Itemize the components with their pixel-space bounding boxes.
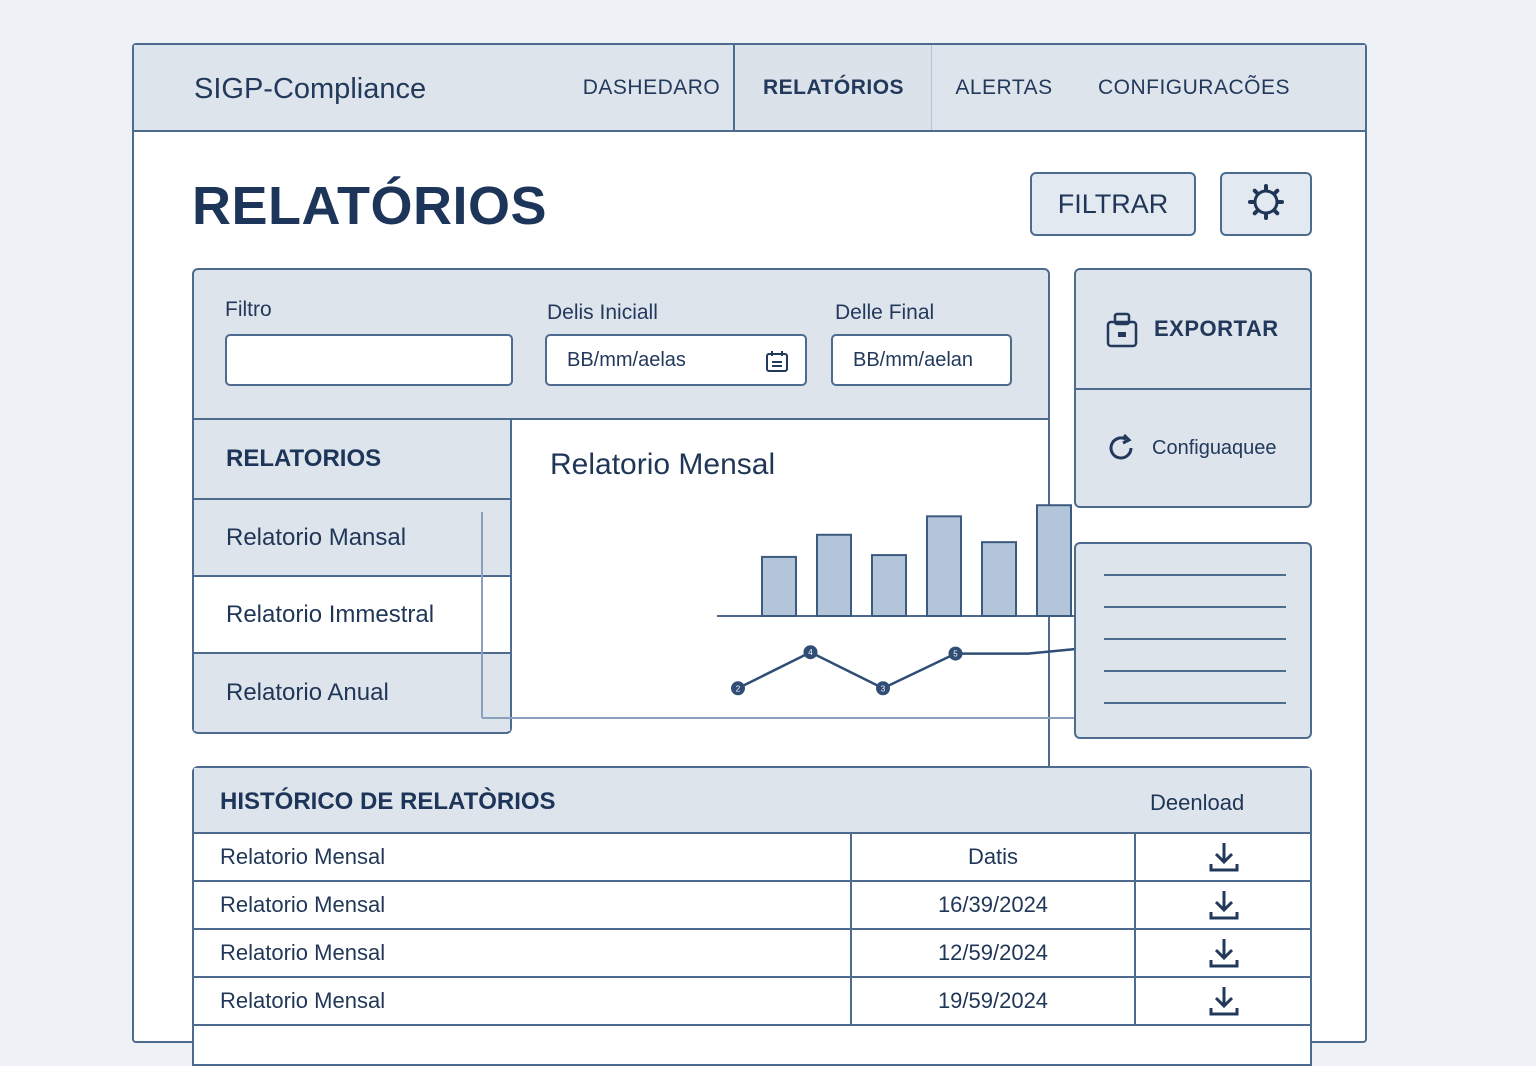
export-icon [1106,310,1138,348]
report-name-cell: Relatorio Mensal [220,892,386,917]
list-item-mensal[interactable]: Relatorio Mansal [194,500,510,577]
download-cell [1134,930,1312,976]
bar-6 [1037,505,1071,616]
settings-button[interactable] [1220,172,1312,236]
bar-3 [872,555,906,616]
calendar-icon[interactable] [765,349,789,373]
notes-panel [1074,542,1312,739]
monthly-chart [512,420,1048,780]
download-icon[interactable] [1207,840,1241,874]
nav-relatorios[interactable]: RELATÓRIOS [736,45,932,130]
side-actions [1074,268,1312,508]
app-title: SIGP-Compliance [194,73,427,105]
data-inicial-value: BB/mm/aelas [567,348,686,371]
report-name-cell: Relatorio Mensal [220,988,386,1013]
download-icon[interactable] [1207,936,1241,970]
nav-dashboard[interactable]: DASHEDARO [570,45,735,130]
table-row [194,834,1310,882]
filtro-label: Filtro [225,298,272,321]
data-inicial-label: Delis Iniciall [547,301,658,324]
line-series [738,647,1101,689]
bar-1 [762,557,796,616]
chart-title: Relatorio Mensal [550,448,776,481]
nav-configuracoes[interactable]: CONFIGURACÕES [1097,75,1290,99]
bar-2 [817,535,851,616]
line-point-label-1: 2 [735,684,741,694]
data-final-label: Delle Final [835,301,935,324]
list-item-trimestral[interactable]: Relatorio Immestral [194,577,510,654]
report-date-cell: 19/59/2024 [850,978,1134,1024]
config-button[interactable] [1076,390,1310,506]
top-nav [134,45,1365,132]
refresh-icon [1106,433,1136,463]
app-window [132,43,1367,1043]
report-name-cell: Relatorio Mensal [220,844,386,869]
filter-panel [192,268,1050,420]
config-label: Configuaquee [1152,436,1277,459]
download-cell [1134,882,1312,928]
line-point-label-2: 4 [808,648,813,658]
line-point-label-3: 3 [880,684,886,694]
history-title: HISTÓRICO DE RELATÒRIOS [220,788,556,815]
nav-alertas[interactable]: ALERTAS [955,75,1053,99]
text-line [1104,702,1286,704]
history-table [192,766,1312,1066]
chart-area [512,420,1050,780]
text-line [1104,670,1286,672]
data-inicial-input[interactable] [545,334,807,386]
line-point-label-4: 5 [953,649,958,659]
report-date-cell: 12/59/2024 [850,930,1134,976]
data-final-input[interactable]: BB/mm/aelan [831,334,1012,386]
text-line [1104,574,1286,576]
report-list-header: RELATORIOS [194,420,510,500]
report-date-cell: Datis [850,834,1134,880]
history-header [194,768,1310,834]
bar-5 [982,542,1016,616]
report-list [192,420,512,734]
list-item-anual[interactable]: Relatorio Anual [194,654,510,731]
download-column-header: Deenload [1150,790,1245,815]
filtro-input[interactable] [225,334,513,386]
filter-button[interactable]: FILTRAR [1030,172,1196,236]
export-label: EXPORTAR [1154,316,1279,341]
download-cell [1134,834,1312,880]
page-title: RELATÓRIOS [192,176,547,236]
text-line [1104,638,1286,640]
table-row [194,930,1310,978]
table-row [194,882,1310,930]
bar-4 [927,516,961,616]
download-cell [1134,978,1312,1024]
text-line [1104,606,1286,608]
download-icon[interactable] [1207,984,1241,1018]
gear-icon [1247,183,1285,226]
table-row [194,978,1310,1026]
download-icon[interactable] [1207,888,1241,922]
export-button[interactable] [1076,270,1310,390]
report-date-cell: 16/39/2024 [850,882,1134,928]
report-name-cell: Relatorio Mensal [220,940,386,965]
